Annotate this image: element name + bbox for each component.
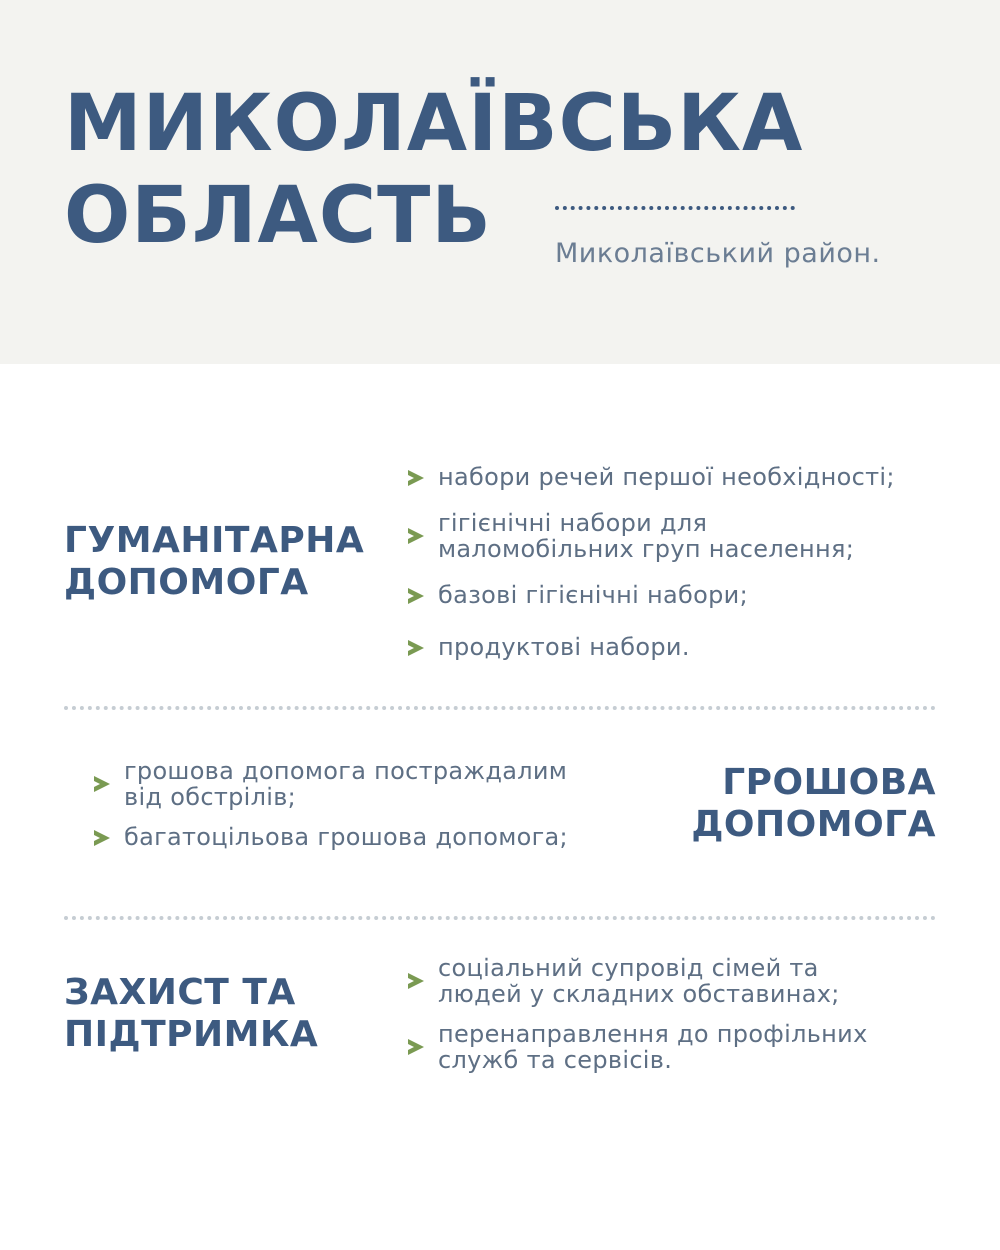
list-item [408,1021,868,1073]
arrow-bullet-icon [94,776,110,792]
list-item-text: маломобільних груп населення; [438,535,855,563]
section-title-line: ДОПОМОГА [64,562,309,603]
section-title-line: ДОПОМОГА [691,804,936,845]
header-band [0,0,1000,364]
section-title-protection [64,972,318,1056]
title-line-2: ОБЛАСТЬ [64,171,492,261]
list-item [408,955,868,1007]
protection-list [408,955,868,1073]
list-item [94,824,568,850]
list-item-text: перенаправлення до профільних [438,1020,868,1048]
header-dotted-divider [555,206,795,210]
list-item-text: базові гігієнічні набори; [438,581,748,609]
section-title-line: ЗАХИСТ ТА [64,972,296,1013]
section-title-line: ПІДТРИМКА [64,1014,319,1055]
arrow-bullet-icon [408,1039,424,1055]
list-item-text: служб та сервісів. [438,1046,673,1074]
list-item-text: багатоцільова грошова допомога; [124,823,568,851]
cash-aid-list [94,758,568,850]
section-divider [64,916,936,920]
list-item-text: набори речей першої необхідності; [438,463,895,491]
section-title-cash [691,762,936,846]
list-item-text: грошова допомога постраждалим [124,757,568,785]
list-item-text: гігієнічні набори для [438,509,708,537]
arrow-bullet-icon [408,640,424,656]
arrow-bullet-icon [408,973,424,989]
arrow-bullet-icon [408,470,424,486]
list-item [408,634,895,660]
section-title-line: ГУМАНІТАРНА [64,520,365,561]
district-subtitle: Миколаївський район. [555,238,881,269]
list-item [408,464,895,490]
list-item [408,510,895,562]
section-divider [64,706,936,710]
list-item [94,758,568,810]
list-item-text: продуктові набори. [438,633,690,661]
arrow-bullet-icon [408,528,424,544]
list-item [408,582,895,608]
title-line-1: МИКОЛАЇВСЬКА [64,79,804,169]
list-item-text: соціальний супровід сімей та [438,954,819,982]
section-title-line: ГРОШОВА [722,762,936,803]
humanitarian-list [408,464,895,660]
arrow-bullet-icon [94,830,110,846]
page-title [64,78,803,262]
list-item-text: від обстрілів; [124,783,297,811]
list-item-text: людей у складних обставинах; [438,980,840,1008]
arrow-bullet-icon [408,588,424,604]
section-title-humanitarian [64,520,364,604]
